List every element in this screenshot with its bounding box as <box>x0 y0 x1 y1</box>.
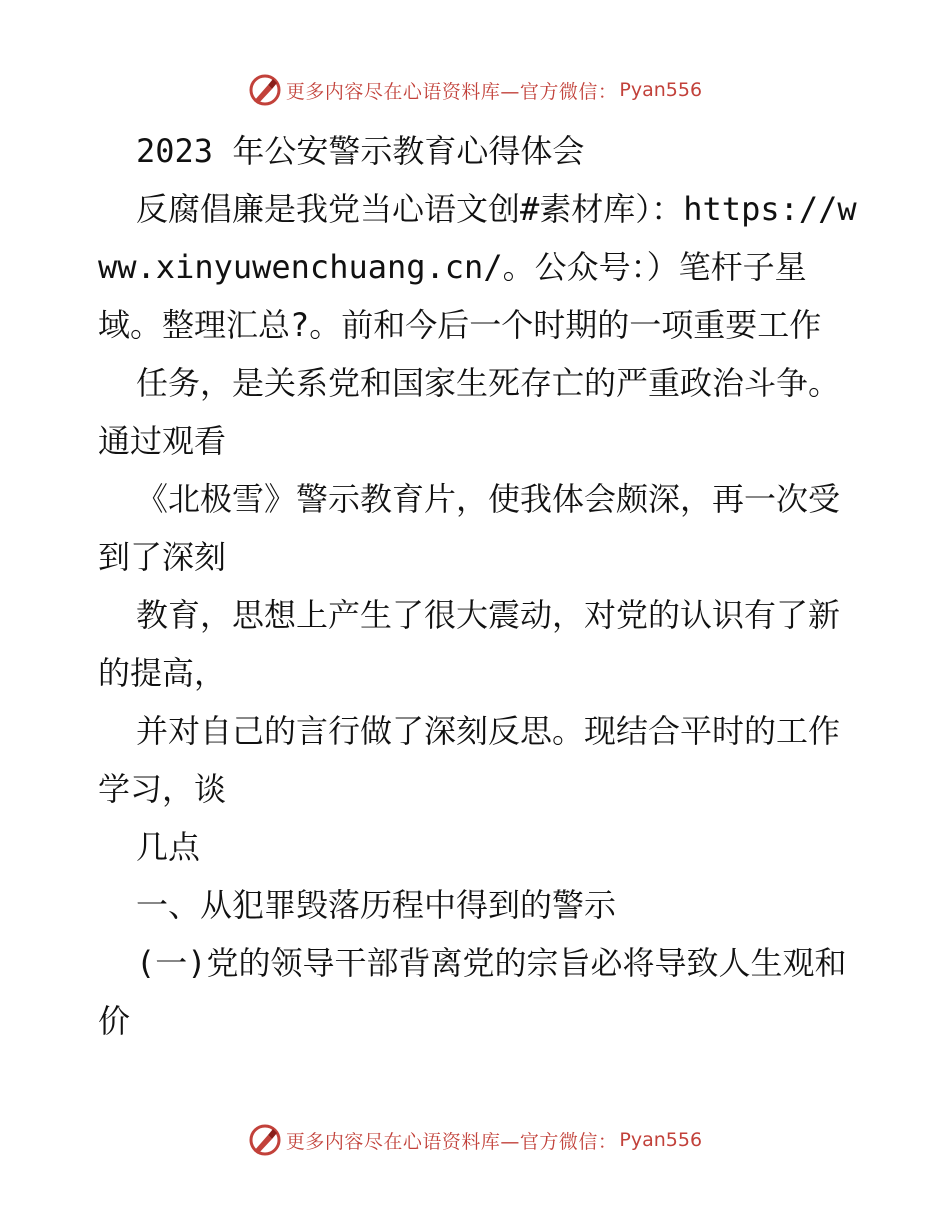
banner-wechat-id: Pyan556 <box>619 1129 703 1151</box>
doc-paragraph: 并对自己的言行做了深刻反思。现结合平时的工作学习，谈 <box>98 712 841 808</box>
banner-text: 更多内容尽在心语资料库—官方微信： <box>285 1130 618 1153</box>
banner-wechat-id: Pyan556 <box>619 79 703 101</box>
doc-paragraph: 《北极雪》警示教育片，使我体会颇深，再一次受到了深刻 <box>98 480 841 576</box>
doc-paragraph: 任务，是关系党和国家生死存亡的严重政治斗争。通过观看 <box>98 364 841 460</box>
section-heading: 一、从犯罪毁落历程中得到的警示 <box>136 886 617 924</box>
subsection-heading: (一)党的领导干部背离党的宗旨必将导致人生观和价 <box>98 944 847 1040</box>
pen-logo-icon <box>248 1123 282 1157</box>
doc-paragraph: 反腐倡廉是我党当心语文创#素材库）：https://www.xinyuwenchuang.cn/。公众号：）笔杆子星域。整理汇总?。前和今后一个时期的一项重要工作 <box>98 190 857 344</box>
footer-watermark-banner <box>0 1120 950 1160</box>
pen-logo-icon <box>248 73 282 107</box>
doc-paragraph: 教育，思想上产生了很大震动，对党的认识有了新的提高， <box>98 596 841 692</box>
document-body <box>98 122 858 1050</box>
banner-text: 更多内容尽在心语资料库—官方微信： <box>285 80 618 103</box>
doc-paragraph: 几点 <box>136 828 201 866</box>
doc-title: 2023 年公安警示教育心得体会 <box>136 132 585 170</box>
header-watermark-banner <box>0 70 950 110</box>
